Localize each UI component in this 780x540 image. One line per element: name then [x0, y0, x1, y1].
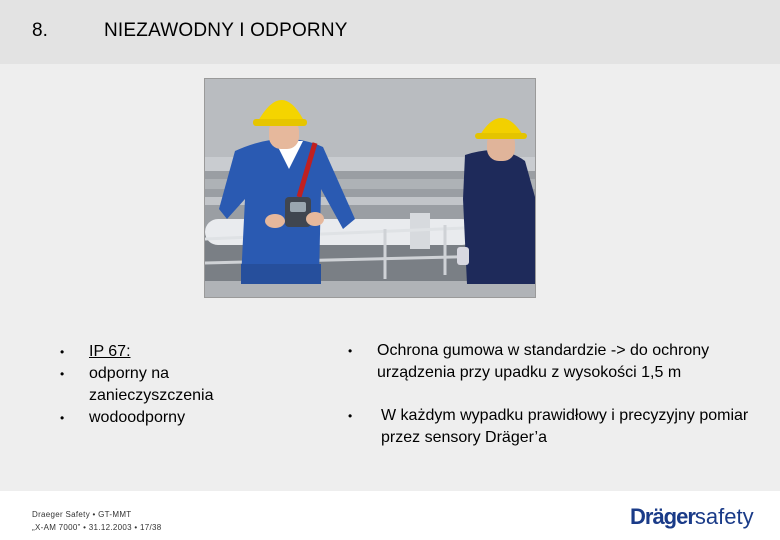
bullet: • — [348, 409, 353, 423]
logo-safety: safety — [694, 504, 754, 529]
list-item — [348, 405, 757, 449]
bullet: • — [60, 411, 65, 425]
list-item — [60, 407, 289, 429]
bullet: • — [60, 345, 65, 359]
list-item — [60, 341, 289, 363]
sensor-accuracy-text: W każdym wypadku prawidłowy i precyzyjny pomiar przez sensory Dräger’a — [381, 407, 749, 446]
rubber-protection-text: Ochrona gumowa w standardzie -> do ochrony urządzenia przy upadku z wysokości 1,5 m — [377, 342, 710, 381]
list-item — [348, 340, 757, 384]
logo-draeger: Dräger — [630, 504, 695, 529]
waterproof-text: wodoodporny — [89, 409, 186, 426]
footer-line-2: „X-AM 7000” • 31.12.2003 • 17/38 — [32, 523, 162, 532]
header-bar — [0, 0, 780, 64]
dustproof-text: odporny na zanieczyszczenia — [89, 365, 214, 404]
slide-title: NIEZAWODNY I ODPORNY — [104, 20, 348, 41]
draeger-safety-logo — [630, 504, 754, 530]
bullet: • — [348, 344, 353, 358]
left-feature-list — [60, 341, 289, 429]
ip67-label: IP 67: — [89, 343, 131, 360]
slide-number: 8. — [32, 20, 48, 41]
bullet: • — [60, 367, 65, 381]
list-item — [60, 363, 289, 407]
workers-photo — [204, 78, 536, 298]
right-feature-list — [348, 340, 757, 449]
footer-line-1: Draeger Safety • GT-MMT — [32, 510, 132, 519]
footer-info — [32, 508, 162, 534]
